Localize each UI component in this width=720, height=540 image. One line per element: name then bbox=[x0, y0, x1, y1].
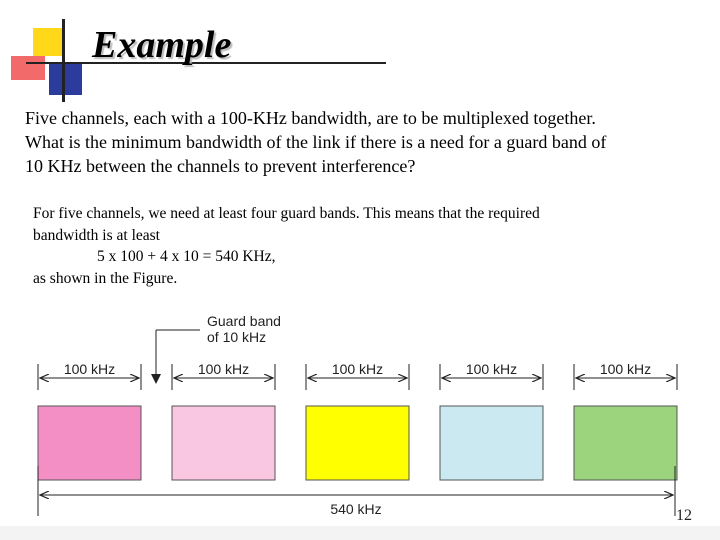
channel-dimension bbox=[172, 361, 275, 390]
answer-formula: 5 x 100 + 4 x 10 = 540 KHz, bbox=[97, 248, 276, 265]
bandwidth-figure bbox=[0, 300, 720, 526]
channel-box bbox=[172, 406, 275, 480]
guard-band-label: of 10 kHz bbox=[207, 329, 267, 345]
channel-box bbox=[306, 406, 409, 480]
channel-bandwidth-label: 100 kHz bbox=[197, 361, 250, 377]
channel-dimension bbox=[574, 361, 677, 390]
question-line: 10 KHz between the channels to prevent interference? bbox=[25, 156, 416, 176]
guard-band-pointer bbox=[151, 330, 200, 384]
guard-band-label: Guard band bbox=[207, 313, 281, 329]
logo-blue-square bbox=[49, 62, 82, 95]
channel-box bbox=[38, 406, 141, 480]
channel-bandwidth-label: 100 kHz bbox=[599, 361, 652, 377]
question-text bbox=[25, 106, 705, 178]
answer-line: as shown in the Figure. bbox=[33, 269, 178, 287]
logo-yellow-square bbox=[33, 28, 64, 56]
channel-bandwidth-label: 100 kHz bbox=[465, 361, 518, 377]
footer-bar bbox=[0, 526, 720, 540]
page-number: 12 bbox=[676, 507, 692, 524]
answer-line: bandwidth is at least bbox=[33, 226, 160, 244]
channel-dimensions bbox=[38, 361, 677, 390]
logo-red-square bbox=[11, 56, 45, 80]
answer-text bbox=[33, 203, 693, 289]
question-line: What is the minimum bandwidth of the link if there is a need for a guard band of bbox=[25, 132, 607, 152]
channel-dimension bbox=[306, 361, 409, 390]
answer-line: For five channels, we need at least four guard bands. This means that the required bbox=[33, 205, 540, 222]
question-line: Five channels, each with a 100-KHz bandwidth, are to be multiplexed together. bbox=[25, 108, 596, 128]
channel-dimension bbox=[38, 361, 141, 390]
channel-box bbox=[440, 406, 543, 480]
total-bandwidth-label: 540 kHz bbox=[330, 501, 382, 517]
channel-bandwidth-label: 100 kHz bbox=[63, 361, 116, 377]
channel-box bbox=[574, 406, 677, 480]
logo-vertical-line bbox=[62, 19, 65, 102]
channel-dimension bbox=[440, 361, 543, 390]
channel-bandwidth-label: 100 kHz bbox=[331, 361, 384, 377]
channel-boxes bbox=[38, 406, 677, 480]
slide-title: Example bbox=[92, 24, 232, 66]
